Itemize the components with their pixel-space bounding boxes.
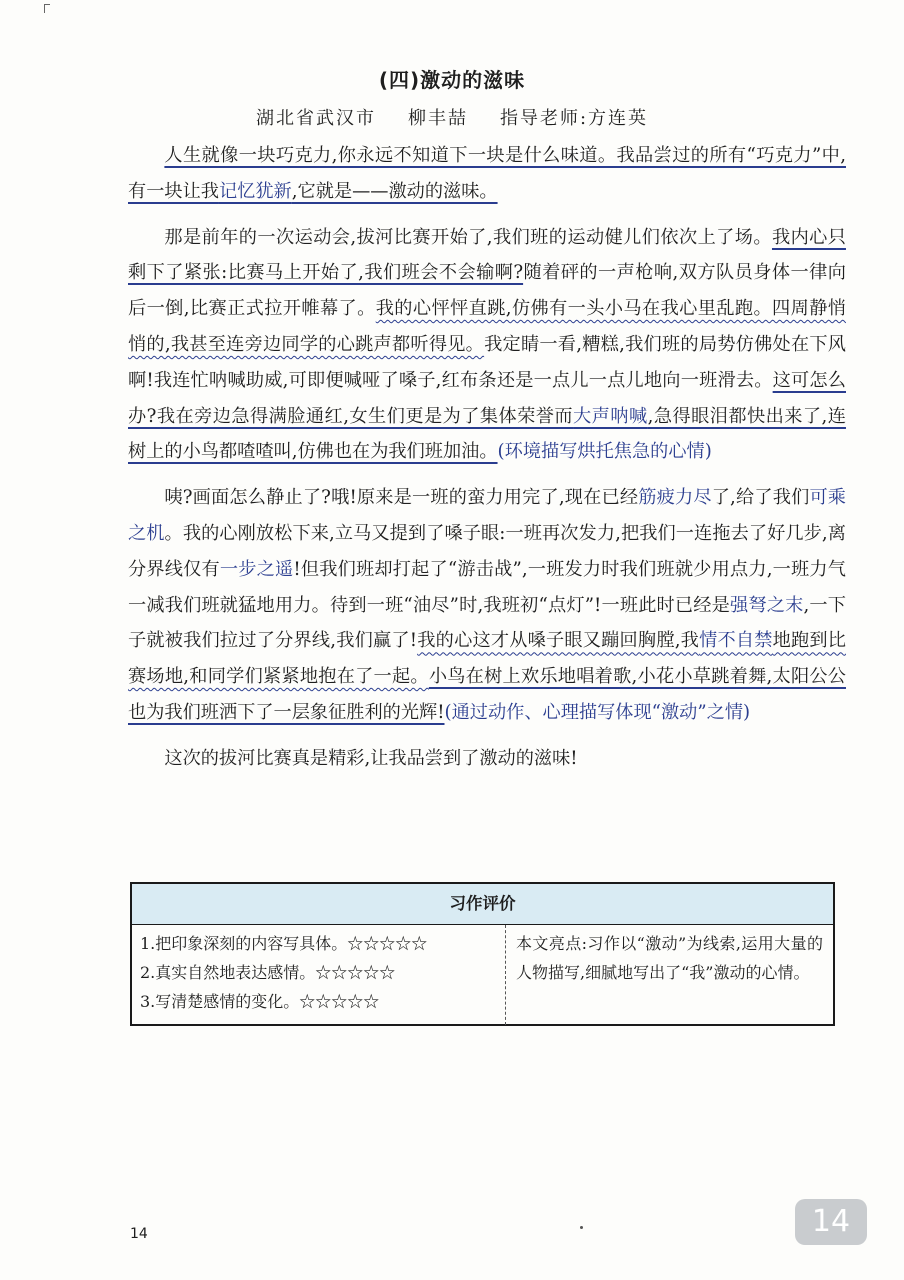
text-segment: 。 (164, 522, 183, 544)
highlighted-phrase: 情不自禁 (699, 630, 773, 652)
text-segment: ,急得眼泪都快出来了,连树上的小鸟都喳喳叫,仿佛也在为我们班加油。 (128, 405, 846, 463)
underlined-text: 小鸟在树上欢乐地唱着歌,小花小草跳着舞,太阳公公也为我们班洒下了一层象征胜利的光辉! (128, 666, 846, 723)
text-segment: 咦?画面怎么静止了?哦!原来是一班的蛮力用完了,现在已经 (164, 487, 639, 509)
paragraph-3 (128, 480, 846, 731)
annotation-note: (通过动作、心理描写体现“激动”之情) (444, 701, 751, 723)
article-title: (四)激动的滋味 (378, 68, 526, 92)
crop-mark (44, 4, 50, 13)
evaluation-table (130, 882, 835, 1026)
criterion-item: 2.真实自然地表达感情。☆☆☆☆☆ (140, 963, 396, 982)
evaluation-criteria (132, 925, 506, 1025)
author-location: 湖北省武汉市 (255, 108, 376, 129)
highlighted-phrase: 筋疲力尽 (638, 487, 712, 509)
underlined-text (128, 145, 846, 202)
evaluation-header: 习作评价 (132, 884, 833, 925)
text-segment: 这可怎么办?我在旁边急得满脸通红,女生们更是为了集体荣誉而 (128, 369, 846, 427)
paragraph-2 (128, 220, 846, 471)
text-segment: 我的心刚放松下来,立马又提到了嗓子眼:一班再次发力,把我们一连拖去了好几步,离分界线仅有 (128, 522, 846, 580)
text-segment: ,它就是——激动的滋味。 (291, 180, 498, 202)
text-segment: 那是前年的一次运动会,拔河比赛开始了,我们班的运动健儿们依次上了场。 (164, 226, 772, 248)
paragraph-4: 这次的拔河比赛真是精彩,让我品尝到了激动的滋味! (164, 747, 578, 769)
text-segment: 随着砰的一声枪响,双方队员身体一律向后一倒,比赛正式拉开帷幕了。 (128, 262, 846, 320)
annotation-note: (环境描写烘托焦急的心情) (497, 441, 712, 463)
highlighted-phrase: 记忆犹新 (218, 180, 292, 202)
highlighted-phrase: 强弩之末 (730, 594, 804, 616)
highlighted-phrase: 一步之遥 (219, 558, 294, 580)
criterion-item: 3.写清楚感情的变化。☆☆☆☆☆ (140, 992, 380, 1011)
teacher-name: 指导老师:方连英 (499, 108, 649, 129)
evaluation-highlight: 本文亮点:习作以“激动”为线索,运用大量的人物描写,细腻地写出了“我”激动的心情。 (516, 934, 823, 982)
highlighted-phrase: 可乘之机 (128, 487, 846, 544)
author-name: 柳丰喆 (407, 108, 468, 129)
highlighted-phrase: 大声呐喊 (573, 405, 648, 427)
text-segment: !但我们班却打起了“游击战”,一班发力时我们班就少用点力,一班力气一减我们班就猛地用力。待到一班“油尽”时,我班初“点灯”!一班此时已经是 (128, 558, 846, 616)
evaluation-body (132, 925, 833, 1025)
text-segment: 地跑到比赛场地,和同学们紧紧地抱在了一起。 (128, 630, 846, 688)
text-segment: 了,给了我们 (711, 487, 810, 509)
byline (0, 104, 904, 130)
article-body (128, 138, 846, 787)
page-indicator-badge: 14 (795, 1199, 867, 1245)
text-segment: 我定睛一看,糟糕,我们班的局势仿佛处在下风啊!我连忙呐喊助威,可即便喊哑了嗓子,红布条还是一点儿一点儿地向一班滑去。 (128, 333, 846, 391)
text-segment: 人生就像一块巧克力,你永远不知道下一块是什么味道。我品尝过的所有“巧克力”中,有一块让我 (128, 145, 846, 202)
criterion-item: 1.把印象深刻的内容写具体。☆☆☆☆☆ (140, 934, 428, 953)
paragraph-1 (128, 138, 846, 210)
page-number: 14 (130, 1226, 148, 1242)
underlined-text: 我内心只剩下了紧张:比赛马上开始了,我们班会不会输啊? (128, 226, 846, 284)
wavy-underlined-text: 我的心怦怦直跳,仿佛有一头小马在我心里乱跑。四周静悄悄的,我甚至连旁边同学的心跳声都听得见。 (128, 298, 846, 355)
text-segment: 我的心这才从嗓子眼又蹦回胸膛,我 (417, 630, 700, 652)
text-segment: ,一下子就被我们拉过了分界线,我们赢了! (128, 594, 846, 652)
decorative-dot (580, 1226, 583, 1229)
